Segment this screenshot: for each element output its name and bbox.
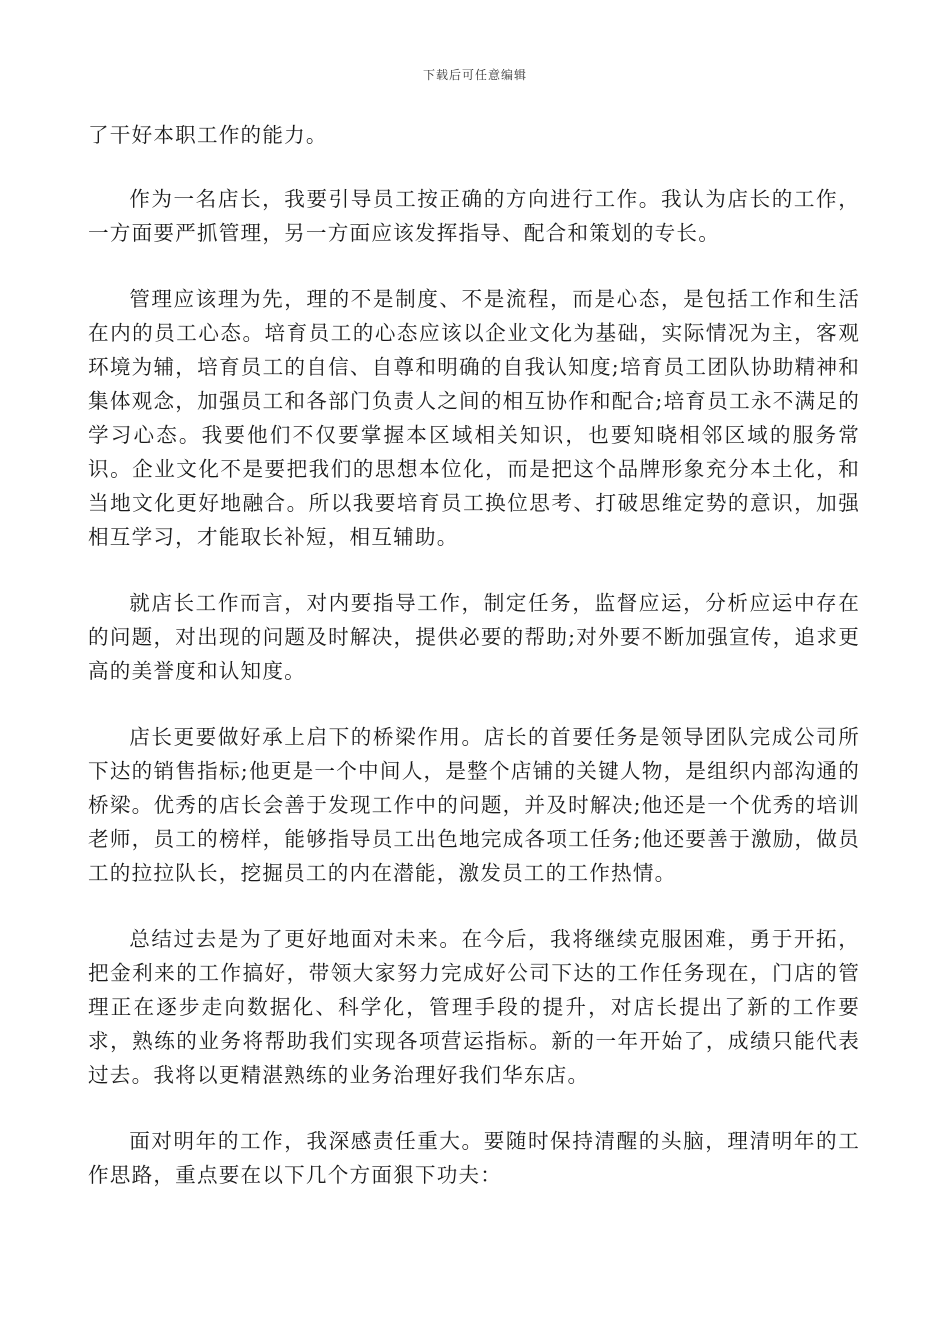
paragraph-2: 作为一名店长，我要引导员工按正确的方向进行工作。我认为店长的工作，一方面要严抓管理，另一方面应该发挥指导、配合和策划的专长。 xyxy=(88,187,860,245)
paragraph-3: 管理应该理为先，理的不是制度、不是流程，而是心态，是包括工作和生活在内的员工心态。培育员工的心态应该以企业文化为基础，实际情况为主，客观环境为辅，培育员工的自信、自尊和明确的自我认知度;培育员工团队协助精神和集体观念，加强员工和各部门负责人之间的相互协作和配合;培育员工永不满足的学习心态。我要他们不仅要掌握本区域相关知识，也要知晓相邻区域的服务常识。企业文化不是要把我们的思想本位化，而是把这个品牌形象充分本土化，和当地文化更好地融合。所以我要培育员工换位思考、打破思维定势的意识，加强相互学习，才能取长补短，相互辅助。 xyxy=(88,287,860,549)
paragraph-4: 就店长工作而言，对内要指导工作，制定任务，监督应运，分析应运中存在的问题，对出现的问题及时解决，提供必要的帮助;对外要不断加强宣传，追求更高的美誉度和认知度。 xyxy=(88,591,860,683)
paragraph-7: 面对明年的工作，我深感责任重大。要随时保持清醒的头脑，理清明年的工作思路，重点要在以下几个方面狠下功夫： xyxy=(88,1129,860,1187)
document-body xyxy=(88,118,860,1224)
paragraph-6: 总结过去是为了更好地面对未来。在今后，我将继续克服困难，勇于开拓，把金利来的工作搞好，带领大家努力完成好公司下达的工作任务现在，门店的管理正在逐步走向数据化、科学化，管理手段的提升，对店长提出了新的工作要求，熟练的业务将帮助我们实现各项营运指标。新的一年开始了，成绩只能代表过去。我将以更精湛熟练的业务治理好我们华东店。 xyxy=(88,927,860,1087)
page-header: 下载后可任意编辑 xyxy=(422,68,527,82)
paragraph-5: 店长更要做好承上启下的桥梁作用。店长的首要任务是领导团队完成公司所下达的销售指标;他更是一个中间人，是整个店铺的关键人物，是组织内部沟通的桥梁。优秀的店长会善于发现工作中的问题，并及时解决;他还是一个优秀的培训老师，员工的榜样，能够指导员工出色地完成各项工任务;他还要善于激励，做员工的拉拉队长，挖掘员工的内在潜能，激发员工的工作热情。 xyxy=(88,725,860,885)
paragraph-1: 了干好本职工作的能力。 xyxy=(88,123,328,147)
